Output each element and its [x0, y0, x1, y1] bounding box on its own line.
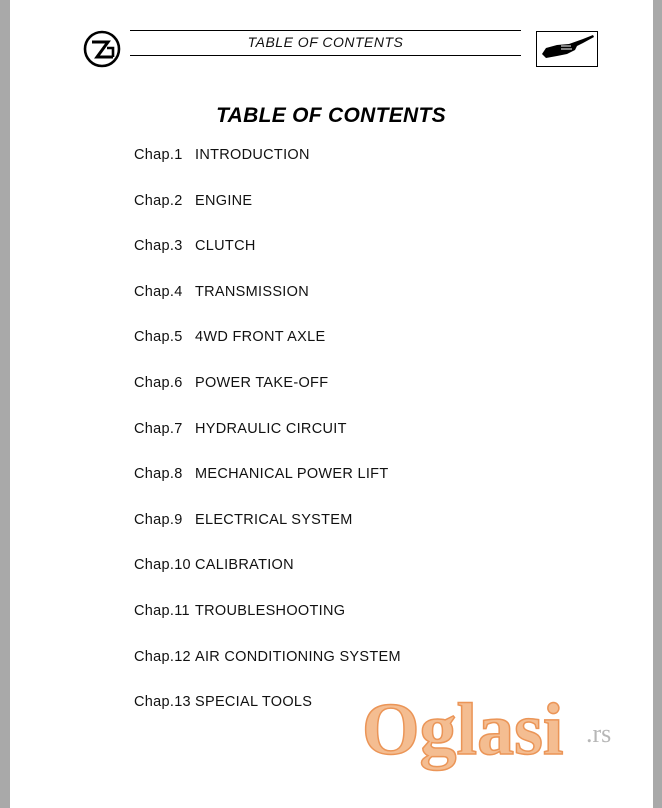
svg-text:Oglasi: Oglasi — [362, 692, 564, 771]
chapter-number: Chap.12 — [134, 649, 191, 665]
chapter-number: Chap.4 — [134, 284, 183, 300]
chapter-title: MECHANICAL POWER LIFT — [195, 466, 389, 482]
brand-logo-icon — [83, 30, 121, 68]
chapter-number: Chap.5 — [134, 329, 183, 345]
chapter-title: ENGINE — [195, 193, 253, 209]
chapter-number: Chap.13 — [134, 694, 191, 710]
chapter-title: HYDRAULIC CIRCUIT — [195, 421, 347, 437]
chapter-number: Chap.9 — [134, 512, 183, 528]
header-top-rule — [130, 30, 521, 31]
chapter-number: Chap.3 — [134, 238, 183, 254]
chapter-number: Chap.6 — [134, 375, 183, 391]
running-header-title: TABLE OF CONTENTS — [247, 34, 404, 50]
chapter-title: 4WD FRONT AXLE — [195, 329, 326, 345]
chapter-number: Chap.7 — [134, 421, 183, 437]
chapter-title: INTRODUCTION — [195, 147, 310, 163]
chapter-number: Chap.1 — [134, 147, 183, 163]
chapter-title: AIR CONDITIONING SYSTEM — [195, 649, 401, 665]
chapter-title: CALIBRATION — [195, 557, 294, 573]
page-title: TABLE OF CONTENTS — [216, 104, 446, 127]
pointing-hand-icon — [536, 31, 598, 67]
svg-text:.rs: .rs — [586, 719, 612, 748]
chapter-number: Chap.8 — [134, 466, 183, 482]
chapter-title: TROUBLESHOOTING — [195, 603, 346, 619]
chapter-title: SPECIAL TOOLS — [195, 694, 313, 710]
chapter-title: TRANSMISSION — [195, 284, 309, 300]
chapter-number: Chap.2 — [134, 193, 183, 209]
chapter-title: POWER TAKE-OFF — [195, 375, 329, 391]
chapter-title: ELECTRICAL SYSTEM — [195, 512, 353, 528]
chapter-title: CLUTCH — [195, 238, 256, 254]
header-bottom-rule — [130, 55, 521, 56]
chapter-number: Chap.11 — [134, 603, 190, 619]
oglasi-watermark-logo — [362, 692, 632, 772]
chapter-number: Chap.10 — [134, 557, 191, 573]
